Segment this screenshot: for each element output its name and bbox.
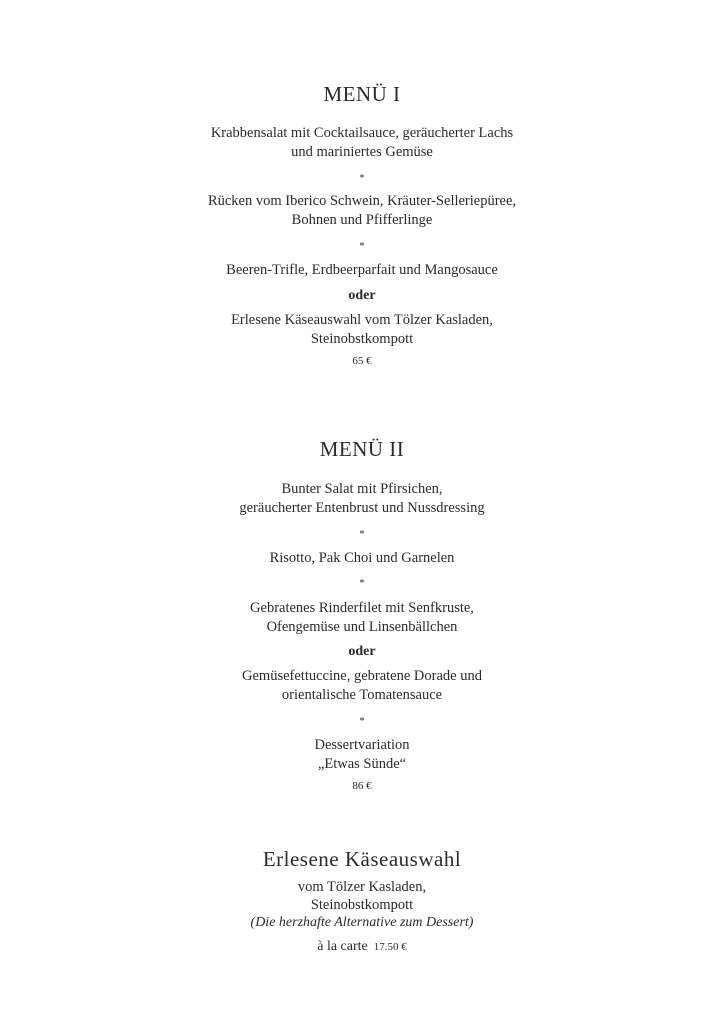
cheese-carte-row (0, 938, 724, 954)
menu2-main-a-line1: Gebratenes Rinderfilet mit Senfkruste, (250, 600, 474, 616)
cheese-line1: vom Tölzer Kasladen, (297, 879, 427, 895)
menu2-main-b-line1: Gemüsefettuccine, gebratene Dorade und (242, 668, 482, 684)
menu1-price: 65 € (352, 355, 372, 367)
menu1-starter-line1: Krabbensalat mit Cocktailsauce, geräucherter Lachs (210, 125, 514, 141)
menu2-main-b-line2: orientalische Tomatensauce (281, 687, 443, 703)
menu2-dessert-line1: Dessertvariation (314, 737, 410, 753)
menu1-cheese-line1: Erlesene Käseauswahl vom Tölzer Kasladen, (231, 312, 493, 328)
menu2-starter-line2: geräucherter Entenbrust und Nussdressing (239, 500, 485, 516)
menu1-starter-line2: und mariniertes Gemüse (291, 144, 433, 160)
menu1-main-line2: Bohnen und Pfifferlinge (291, 212, 433, 228)
menu2-starter-line1: Bunter Salat mit Pfirsichen, (281, 481, 443, 497)
menu1-or: oder (348, 288, 376, 303)
cheese-line2: Steinobstkompott (310, 897, 414, 913)
menu1-main-line1: Rücken vom Iberico Schwein, Kräuter-Selleriepüree, (207, 193, 517, 209)
menu1-dessert: Beeren-Trifle, Erdbeerparfait und Mangosauce (226, 262, 498, 278)
menu2-dessert-line2: „Etwas Sünde“ (317, 756, 407, 772)
menu2-separator-3: * (359, 716, 365, 727)
menu2-or: oder (348, 644, 376, 659)
menu2-price: 86 € (352, 780, 372, 792)
menu2-main-a-line2: Ofengemüse und Linsenbällchen (266, 619, 458, 635)
menu1-separator-2: * (359, 241, 365, 252)
menu2-intermediate: Risotto, Pak Choi und Garnelen (269, 550, 455, 566)
carte-label: à la carte (317, 939, 368, 954)
menu1-title: MENÜ I (323, 82, 401, 106)
menu2-separator-1: * (359, 529, 365, 540)
carte-price: 17.50 € (373, 941, 407, 953)
menu1-cheese-line2: Steinobstkompott (310, 331, 414, 347)
cheese-title: Erlesene Käseauswahl (262, 847, 462, 871)
menu1-separator-1: * (359, 173, 365, 184)
cheese-note: (Die herzhafte Alternative zum Dessert) (250, 915, 474, 930)
menu2-separator-2: * (359, 578, 365, 589)
menu2-title: MENÜ II (319, 437, 405, 461)
